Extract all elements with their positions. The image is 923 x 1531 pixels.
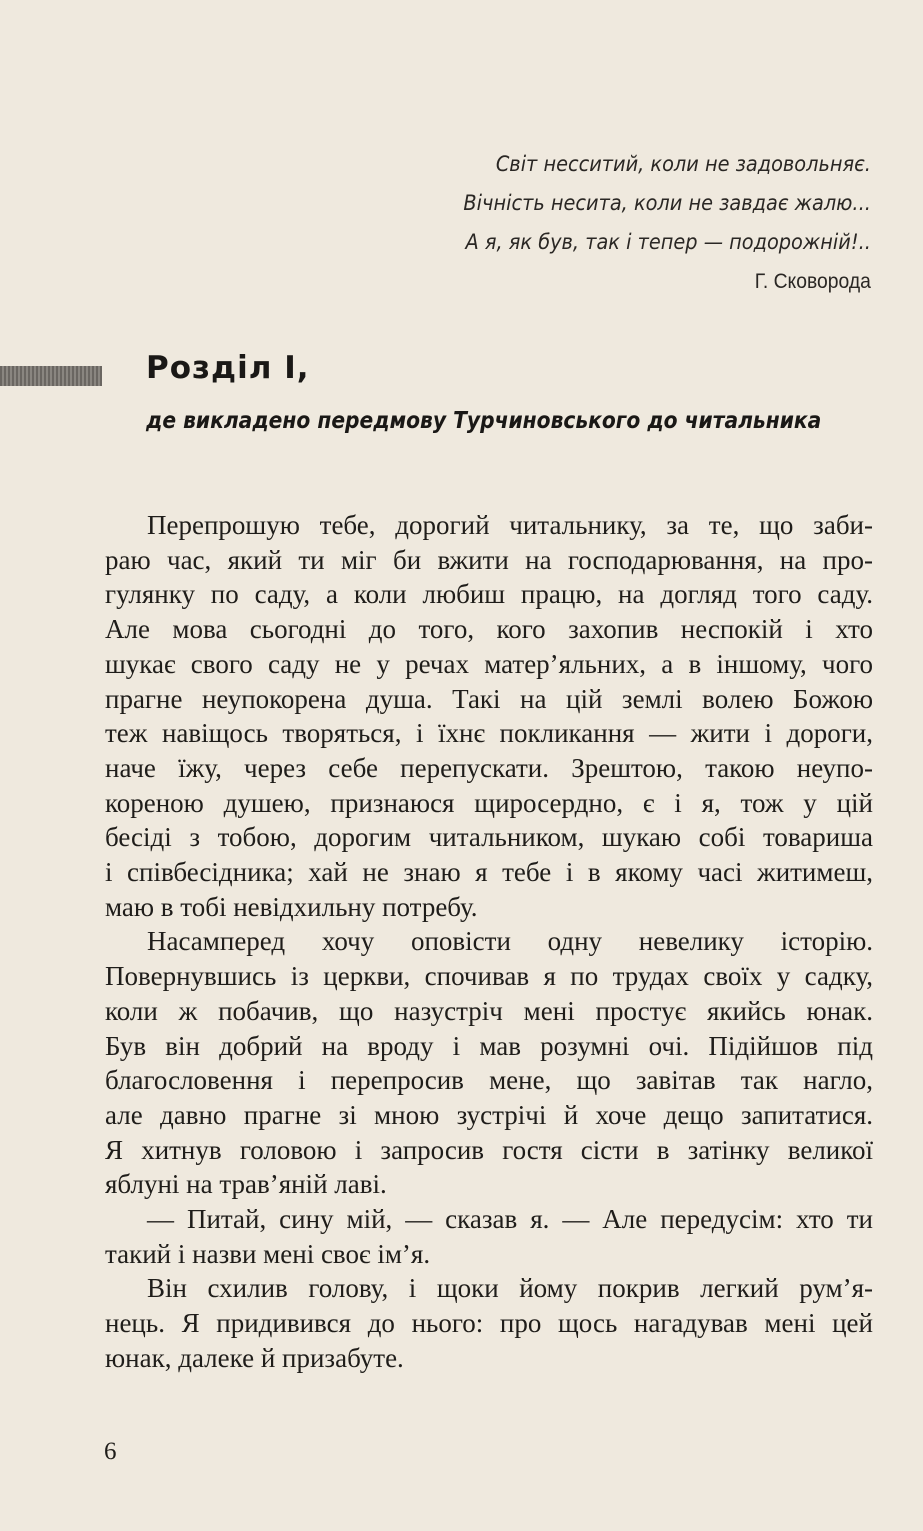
text-line: такий і назви мені своє ім’я.	[105, 1238, 431, 1269]
text-line: і співбесідника; хай не знаю я тебе і в якому часі житимеш,	[105, 857, 873, 888]
text-line: Повернувшись із церкви, спочивав я по трудах своїх у садку,	[105, 961, 873, 992]
text-line: шукає свого саду не у речах матер’яльних, а в іншому, чого	[105, 648, 873, 679]
text-line: маю в тобі невідхильну потребу.	[105, 891, 478, 922]
text-line: Перепрошую тебе, дорогий читальнику, за те, що заби-	[147, 510, 873, 540]
page-number: 6	[104, 1438, 117, 1465]
chapter-marker-bar	[0, 366, 102, 386]
body-text	[105, 508, 873, 1376]
text-line: Насамперед хочу оповісти одну невелику історію.	[147, 926, 873, 957]
epigraph	[464, 145, 871, 301]
chapter-title: Розділ I,	[146, 350, 310, 386]
text-line: Він схилив голову, і щоки йому покрив легкий рум’я-	[147, 1273, 873, 1304]
text-line: але давно прагне зі мною зустрічі й хоче дещо запитатися.	[105, 1099, 873, 1130]
text-line: Був він добрий на вроду і мав розумні очі. Підійшов під	[105, 1030, 873, 1061]
text-line: Я хитнув головою і запросив гостя сісти в затінку великої	[105, 1134, 873, 1165]
text-line: теж навіщось творяться, і їхнє покликання — жити і дороги,	[105, 718, 873, 749]
text-line: юнак, далеке й призабуте.	[105, 1342, 404, 1373]
epigraph-line: Вічність несита, коли не завдає жалю...	[463, 191, 871, 215]
text-line: прагне неупокорена душа. Такі на цій землі волею Божою	[105, 683, 873, 714]
text-line: бесіді з тобою, дорогим читальником, шукаю собі товариша	[105, 822, 873, 853]
text-line: гулянку по саду, а коли любиш працю, на догляд того саду.	[105, 579, 873, 610]
text-line: кореною душею, признаюся щиросердно, є і я, тож у цій	[105, 787, 873, 818]
text-line: раю час, який ти міг би вжити на господарювання, на про-	[105, 544, 873, 575]
text-line: Але мова сьогодні до того, кого захопив неспокій і хто	[105, 614, 873, 645]
epigraph-author: Г. Сковорода	[754, 270, 871, 293]
text-line: наче їжу, через себе перепускати. Зрештою, такою неупо-	[105, 752, 873, 783]
text-line: — Питай, сину мій, — сказав я. — Але передусім: хто ти	[147, 1204, 873, 1235]
epigraph-line: Світ несситий, коли не задовольняє.	[495, 152, 871, 176]
text-line: яблуні на трав’яній лаві.	[105, 1169, 387, 1200]
text-line: нець. Я придивився до нього: про щось нагадував мені цей	[105, 1308, 873, 1339]
text-line: коли ж побачив, що назустріч мені простує якийсь юнак.	[105, 995, 873, 1026]
epigraph-line: А я, як був, так і тепер — подорожній!..	[465, 230, 871, 254]
chapter-subtitle: де викладено передмову Турчиновського до читальника	[146, 408, 822, 434]
text-line: благословення і перепросив мене, що завітав так нагло,	[105, 1065, 873, 1096]
